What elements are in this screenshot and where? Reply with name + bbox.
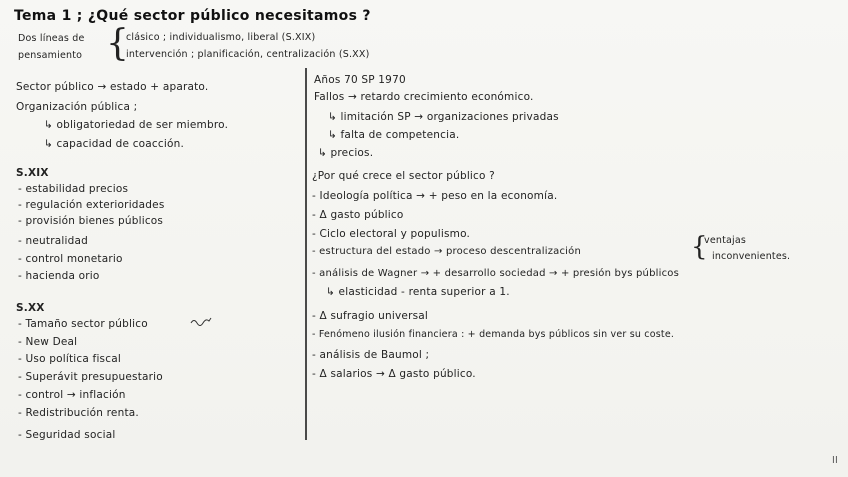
right-list-item: ↳ elasticidad - renta superior a 1.	[326, 286, 510, 298]
sxix-item: - neutralidad	[18, 235, 88, 247]
left-intro-3: ↳ obligatoriedad de ser miembro.	[44, 119, 229, 131]
sxx-item: - Superávit presupuestario	[18, 371, 163, 383]
right-question: ¿Por qué crece el sector público ?	[312, 170, 495, 182]
column-divider	[305, 68, 307, 440]
right-item: ↳ falta de competencia.	[328, 129, 460, 141]
right-list-item: - análisis de Baumol ;	[312, 349, 430, 361]
sxx-item: - Uso política fiscal	[18, 353, 121, 365]
left-intro-1: Sector público → estado + aparato.	[16, 81, 209, 93]
right-item: Fallos → retardo crecimiento económico.	[314, 91, 534, 103]
right-item: ↳ limitación SP → organizaciones privadas	[328, 111, 559, 123]
sxx-item: - New Deal	[18, 336, 78, 348]
sxx-item: - Redistribución renta.	[18, 407, 139, 419]
left-intro-2: Organización pública ;	[16, 101, 138, 113]
lineas-label-1: Dos líneas de	[18, 33, 85, 44]
sxix-item: - provisión bienes públicos	[18, 215, 164, 227]
sxix-item: - hacienda orio	[18, 270, 100, 282]
sxix-item: - control monetario	[18, 253, 123, 265]
sxx-item: - control → inflación	[18, 389, 126, 401]
right-list-item: - Ciclo electoral y populismo.	[312, 228, 471, 240]
lineas-brace: {	[106, 23, 129, 64]
ventajas-label: ventajas	[704, 235, 747, 246]
sxix-heading: S.XIX	[16, 167, 49, 179]
page-title: Tema 1 ; ¿Qué sector público necesitamos ?	[14, 8, 371, 24]
right-list-item: - Fenómeno ilusión financiera : + demanda bys públicos sin ver su coste.	[312, 329, 675, 340]
sxix-item: - estabilidad precios	[18, 183, 129, 195]
right-list-item: - análisis de Wagner → + desarrollo sociedad → + presión bys públicos	[312, 268, 680, 279]
sxx-item: - Tamaño sector público	[18, 318, 148, 330]
sxix-item: - regulación exterioridades	[18, 199, 165, 211]
squiggle-mark-icon	[190, 316, 212, 326]
right-list-item: - Δ salarios → Δ gasto público.	[312, 368, 476, 380]
right-item: ↳ precios.	[318, 147, 374, 159]
lineas-line-1: clásico ; individualismo, liberal (S.XIX)	[126, 32, 316, 43]
right-header: Años 70 SP 1970	[314, 74, 406, 86]
left-intro-4: ↳ capacidad de coacción.	[44, 138, 185, 150]
right-list-item: - Δ gasto público	[312, 209, 404, 221]
inconvenientes-label: inconvenientes.	[712, 251, 791, 262]
right-list-item: - estructura del estado → proceso descentralización	[312, 246, 582, 257]
right-list-item: - Δ sufragio universal	[312, 310, 429, 322]
ventajas-brace: {	[691, 232, 708, 262]
right-list-item: - Ideología política → + peso en la economía.	[312, 190, 558, 202]
sxx-item: - Seguridad social	[18, 429, 116, 441]
lineas-label-2: pensamiento	[18, 50, 83, 61]
page-number: II	[832, 455, 839, 466]
sxx-heading: S.XX	[16, 302, 45, 314]
lineas-line-2: intervención ; planificación, centralización (S.XX)	[126, 49, 370, 60]
